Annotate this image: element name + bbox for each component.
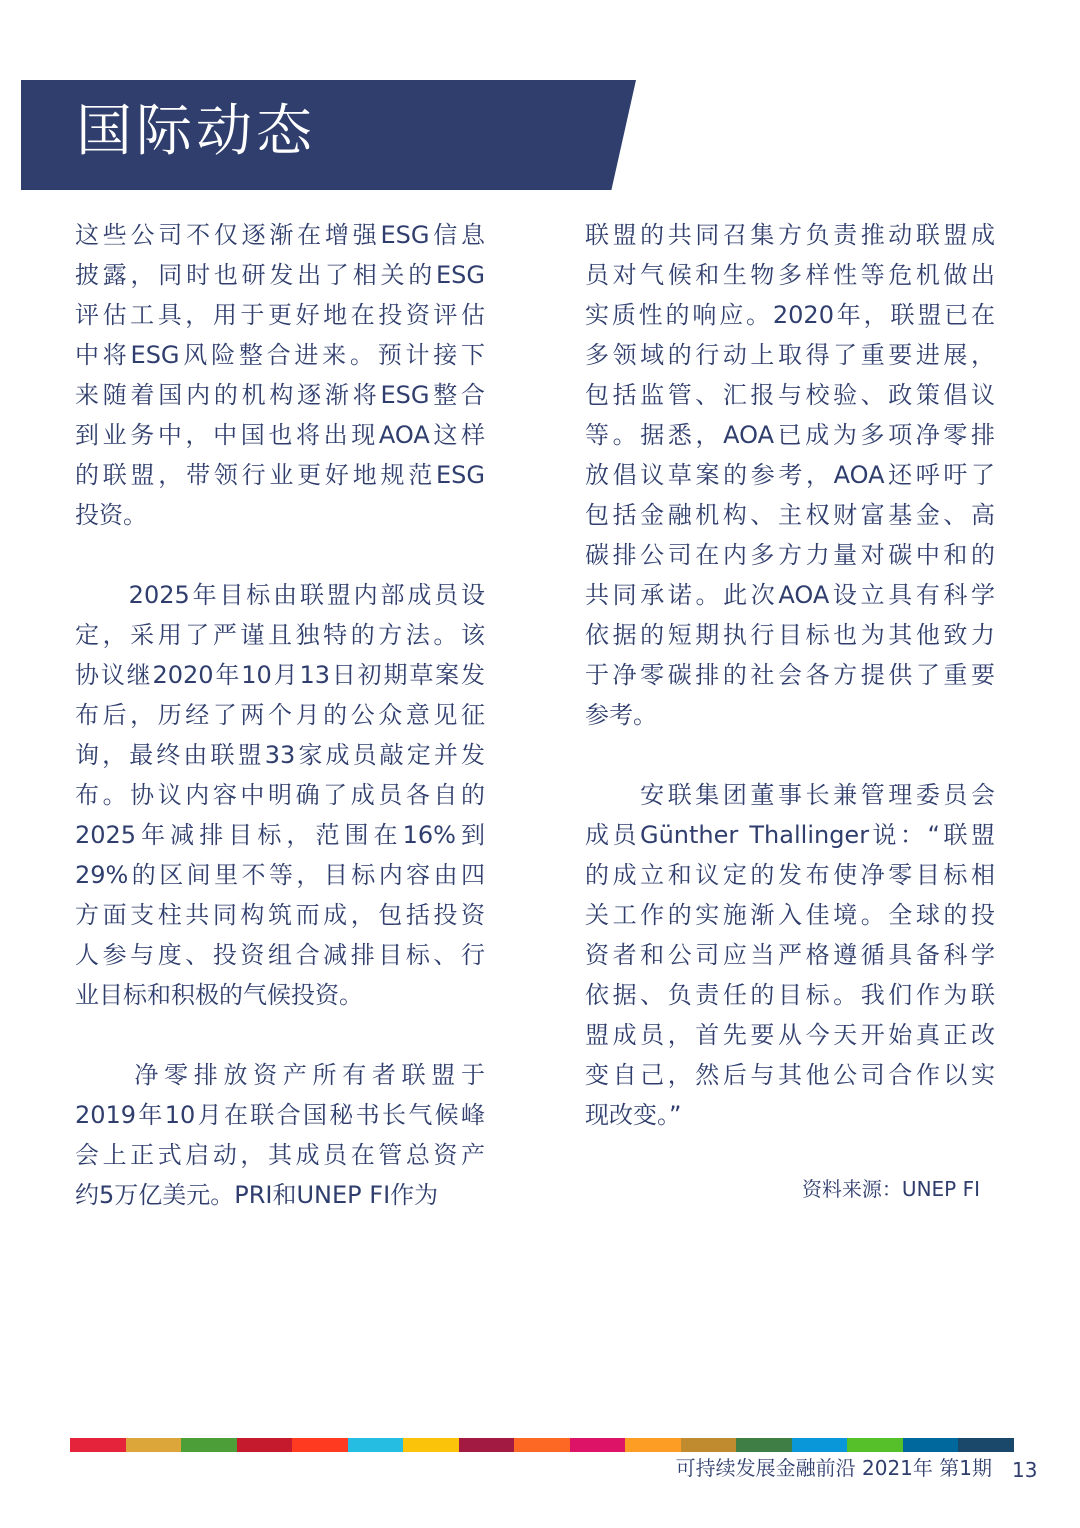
right-text-column [585,215,995,1135]
text-line: 关工作的实施渐入佳境。全球的投 [585,901,995,929]
paragraph [75,1055,485,1215]
text-line: 投资。 [75,501,147,529]
text-line: 的联盟，带领行业更好地规范ESG [75,461,485,489]
text-line: 联盟的共同召集方负责推动联盟成 [585,221,995,249]
sdg-color-bar [70,1438,1014,1452]
publication-title: 可持续发展金融前沿 2021年 第1期 [675,1456,992,1480]
text-line: 这些公司不仅逐渐在增强ESG信息 [75,221,485,249]
sdg-color-segment [237,1438,293,1452]
sdg-color-segment [292,1438,348,1452]
sdg-color-segment [903,1438,959,1452]
text-line: 布后，历经了两个月的公众意见征 [75,701,485,729]
sdg-color-segment [459,1438,515,1452]
text-line: 碳排公司在内多方力量对碳中和的 [585,541,995,569]
text-line: 实质性的响应。2020年，联盟已在 [585,301,995,329]
text-line: 人参与度、投资组合减排目标、行 [75,941,485,969]
sdg-color-segment [625,1438,681,1452]
text-line: 等。据悉，AOA已成为多项净零排 [585,421,995,449]
sdg-color-segment [403,1438,459,1452]
text-line: 披露，同时也研发出了相关的ESG [75,261,485,289]
text-line: 依据、负责任的目标。我们作为联 [585,981,995,1009]
text-line: 约5万亿美元。PRI和UNEP FI作为 [75,1181,439,1209]
sdg-color-segment [792,1438,848,1452]
text-line: 盟成员，首先要从今天开始真正改 [585,1021,995,1049]
paragraph-gap [585,735,995,775]
text-line: 成员Günther Thallinger说：“联盟 [585,821,995,849]
text-line: 来随着国内的机构逐渐将ESG整合 [75,381,485,409]
text-line: 2019年10月在联合国秘书长气候峰 [75,1101,485,1129]
text-line: 现改变。” [585,1101,682,1129]
text-line: 到业务中，中国也将出现AOA这样 [75,421,485,449]
sdg-color-segment [736,1438,792,1452]
paragraph-gap [75,1015,485,1055]
sdg-color-segment [348,1438,404,1452]
sdg-color-segment [681,1438,737,1452]
text-line: 2025年目标由联盟内部成员设 [75,581,485,609]
paragraph-gap [75,535,485,575]
text-line: 员对气候和生物多样性等危机做出 [585,261,995,289]
text-line: 29%的区间里不等，目标内容由四 [75,861,485,889]
sdg-color-segment [847,1438,903,1452]
page-number: 13 [1012,1458,1038,1482]
source-note: 资料来源：UNEP FI [801,1177,980,1201]
text-line: 共同承诺。此次AOA设立具有科学 [585,581,995,609]
text-line: 定，采用了严谨且独特的方法。该 [75,621,485,649]
text-line: 安联集团董事长兼管理委员会 [585,781,995,809]
text-line: 评估工具，用于更好地在投资评估 [75,301,485,329]
text-line: 变自己，然后与其他公司合作以实 [585,1061,995,1089]
sdg-color-segment [514,1438,570,1452]
text-line: 业目标和积极的气候投资。 [75,981,363,1009]
paragraph [75,215,485,535]
left-text-column [75,215,485,1215]
text-line: 于净零碳排的社会各方提供了重要 [585,661,995,689]
text-line: 包括监管、汇报与校验、政策倡议 [585,381,995,409]
text-line: 布。协议内容中明确了成员各自的 [75,781,485,809]
text-line: 参考。 [585,701,657,729]
text-line: 多领域的行动上取得了重要进展， [585,341,995,369]
text-line: 的成立和议定的发布使净零目标相 [585,861,995,889]
sdg-color-segment [126,1438,182,1452]
paragraph [585,775,995,1135]
text-line: 2025年减排目标，范围在16%到 [75,821,485,849]
text-line: 询，最终由联盟33家成员敲定并发 [75,741,485,769]
text-line: 中将ESG风险整合进来。预计接下 [75,341,485,369]
sdg-color-segment [958,1438,1014,1452]
sdg-color-segment [570,1438,626,1452]
text-line: 资者和公司应当严格遵循具备科学 [585,941,995,969]
text-line: 会上正式启动，其成员在管总资产 [75,1141,485,1169]
sdg-color-segment [181,1438,237,1452]
text-line: 净零排放资产所有者联盟于 [75,1061,485,1089]
paragraph [585,215,995,735]
section-title: 国际动态 [76,99,316,164]
text-line: 依据的短期执行目标也为其他致力 [585,621,995,649]
text-line: 包括金融机构、主权财富基金、高 [585,501,995,529]
text-line: 协议继2020年10月13日初期草案发 [75,661,485,689]
sdg-color-segment [70,1438,126,1452]
text-line: 方面支柱共同构筑而成，包括投资 [75,901,485,929]
text-line: 放倡议草案的参考，AOA还呼吁了 [585,461,995,489]
paragraph [75,575,485,1015]
